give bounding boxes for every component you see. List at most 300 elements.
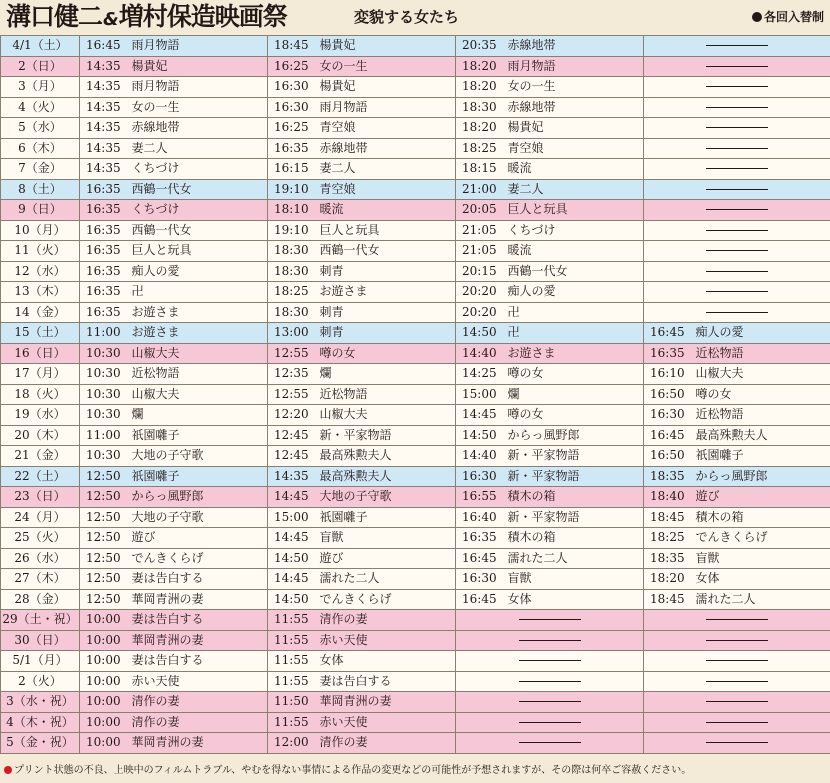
showtime-cell: 14:35 (80, 97, 130, 118)
film-title-cell: 爛 (318, 364, 456, 385)
film-title-cell: 大地の子守歌 (318, 487, 456, 508)
showtime-cell: 16:30 (644, 405, 694, 426)
table-row (1, 507, 830, 528)
no-screening-cell (456, 692, 644, 713)
dash-line (706, 148, 768, 149)
film-title-cell: 爛 (130, 405, 268, 426)
date-cell: 5（水） (1, 118, 80, 139)
showtime-cell: 14:50 (456, 425, 506, 446)
film-title-cell: でんきくらげ (318, 589, 456, 610)
film-title-cell: 祇園囃子 (130, 425, 268, 446)
film-title-cell: 大地の子守歌 (130, 446, 268, 467)
film-title-cell: くちづけ (506, 220, 644, 241)
film-title-cell: 赤線地帯 (318, 138, 456, 159)
showtime-cell: 14:45 (268, 528, 318, 549)
date-cell: 13（木） (1, 282, 80, 303)
showtime-cell: 14:35 (80, 77, 130, 98)
showtime-cell: 18:35 (644, 466, 694, 487)
showtime-cell: 12:45 (268, 446, 318, 467)
showtime-cell: 18:10 (268, 200, 318, 221)
film-title-cell: 新・平家物語 (506, 466, 644, 487)
showtime-cell: 14:45 (268, 487, 318, 508)
showtime-cell: 14:35 (80, 56, 130, 77)
showtime-cell: 10:00 (80, 712, 130, 733)
no-screening-cell (644, 241, 830, 262)
date-cell: 3（水・祝） (1, 692, 80, 713)
no-screening-cell (644, 138, 830, 159)
table-row (1, 466, 830, 487)
dash-line (519, 640, 581, 641)
date-cell: 14（金） (1, 302, 80, 323)
showtime-cell: 16:45 (456, 589, 506, 610)
title-ampersand: & (103, 9, 118, 30)
table-row (1, 97, 830, 118)
film-title-cell: 祇園囃子 (318, 507, 456, 528)
showtime-cell: 12:55 (268, 343, 318, 364)
dash-line (706, 640, 768, 641)
no-screening-cell (644, 77, 830, 98)
table-row (1, 651, 830, 672)
no-screening-cell (644, 179, 830, 200)
showtime-cell: 18:45 (644, 507, 694, 528)
film-title-cell: 新・平家物語 (506, 507, 644, 528)
dash-line (706, 209, 768, 210)
film-title-cell: からっ風野郎 (130, 487, 268, 508)
festival-subtitle: 変貌する女たち (354, 8, 460, 26)
film-title-cell: 巨人と玩具 (506, 200, 644, 221)
showtime-cell: 16:45 (80, 36, 130, 57)
film-title-cell: 痴人の愛 (694, 323, 830, 344)
showtime-cell: 20:35 (456, 36, 506, 57)
dash-line (706, 230, 768, 231)
showtime-cell: 10:30 (80, 405, 130, 426)
showtime-cell: 16:50 (644, 446, 694, 467)
film-title-cell: 楊貴妃 (130, 56, 268, 77)
festival-title (6, 0, 287, 37)
film-title-cell: 赤い天使 (130, 671, 268, 692)
film-title-cell: 妻二人 (130, 138, 268, 159)
dash-line (519, 742, 581, 743)
film-title-cell: 卍 (130, 282, 268, 303)
showtime-cell: 18:20 (644, 569, 694, 590)
dash-line (519, 701, 581, 702)
film-title-cell: 赤い天使 (318, 630, 456, 651)
film-title-cell: 盲獣 (506, 569, 644, 590)
showtime-cell: 16:35 (80, 220, 130, 241)
film-title-cell: 華岡青洲の妻 (130, 589, 268, 610)
film-title-cell: 雨月物語 (318, 97, 456, 118)
title-part1: 溝口健二 (6, 2, 103, 31)
dash-line (706, 291, 768, 292)
showtime-cell: 11:55 (268, 671, 318, 692)
no-screening-cell (644, 302, 830, 323)
table-row (1, 282, 830, 303)
film-title-cell: 積木の箱 (506, 528, 644, 549)
table-row (1, 446, 830, 467)
showtime-cell: 14:35 (268, 466, 318, 487)
date-cell: 26（水） (1, 548, 80, 569)
dash-line (519, 660, 581, 661)
dash-line (706, 189, 768, 190)
film-title-cell: 赤線地帯 (130, 118, 268, 139)
film-title-cell: 刺青 (318, 302, 456, 323)
showtime-cell: 16:35 (80, 179, 130, 200)
showtime-cell: 18:30 (268, 261, 318, 282)
film-title-cell: 楊貴妃 (506, 118, 644, 139)
showtime-cell: 19:10 (268, 220, 318, 241)
table-row (1, 159, 830, 180)
date-cell: 30（日） (1, 630, 80, 651)
showtime-cell: 11:00 (80, 323, 130, 344)
dash-line (706, 45, 768, 46)
film-title-cell: 暖流 (318, 200, 456, 221)
film-title-cell: 最高殊勲夫人 (694, 425, 830, 446)
showtime-cell: 12:50 (80, 487, 130, 508)
showtime-cell: 16:30 (268, 97, 318, 118)
film-title-cell: 女体 (318, 651, 456, 672)
showtime-cell: 12:45 (268, 425, 318, 446)
no-screening-cell (644, 630, 830, 651)
no-screening-cell (644, 671, 830, 692)
film-title-cell: 祇園囃子 (130, 466, 268, 487)
film-title-cell: 雨月物語 (130, 36, 268, 57)
no-screening-cell (644, 159, 830, 180)
film-title-cell: 山椒大夫 (694, 364, 830, 385)
date-cell: 3（月） (1, 77, 80, 98)
film-title-cell: 清作の妻 (318, 610, 456, 631)
showtime-cell: 18:45 (268, 36, 318, 57)
date-cell: 22（土） (1, 466, 80, 487)
film-title-cell: 噂の女 (506, 364, 644, 385)
no-screening-cell (644, 36, 830, 57)
dash-line (706, 660, 768, 661)
table-row (1, 323, 830, 344)
date-cell: 27（木） (1, 569, 80, 590)
film-title-cell: 新・平家物語 (318, 425, 456, 446)
schedule-table (0, 35, 830, 754)
date-cell: 17（月） (1, 364, 80, 385)
showtime-cell: 14:50 (268, 548, 318, 569)
showtime-cell: 10:30 (80, 384, 130, 405)
date-cell: 18（火） (1, 384, 80, 405)
film-title-cell: 妻は告白する (130, 610, 268, 631)
showtime-cell: 16:40 (456, 507, 506, 528)
date-cell: 28（金） (1, 589, 80, 610)
table-row (1, 630, 830, 651)
no-screening-cell (644, 733, 830, 754)
film-title-cell: 妻は告白する (318, 671, 456, 692)
film-title-cell: 最高殊勲夫人 (318, 466, 456, 487)
table-row (1, 569, 830, 590)
date-cell: 7（金） (1, 159, 80, 180)
table-row (1, 712, 830, 733)
dash-line (706, 701, 768, 702)
showtime-cell: 10:00 (80, 610, 130, 631)
table-row (1, 610, 830, 631)
showtime-cell: 11:55 (268, 610, 318, 631)
film-title-cell: 西鶴一代女 (506, 261, 644, 282)
dash-line (706, 619, 768, 620)
no-screening-cell (456, 651, 644, 672)
film-title-cell: 遊び (694, 487, 830, 508)
no-screening-cell (644, 651, 830, 672)
header (0, 0, 830, 34)
film-title-cell: お遊さま (130, 323, 268, 344)
showtime-cell: 16:35 (644, 343, 694, 364)
showtime-cell: 10:00 (80, 671, 130, 692)
film-title-cell: 痴人の愛 (506, 282, 644, 303)
film-title-cell: くちづけ (130, 159, 268, 180)
dash-line (706, 107, 768, 108)
film-title-cell: 噂の女 (694, 384, 830, 405)
film-title-cell: お遊さま (130, 302, 268, 323)
date-cell: 2（火） (1, 671, 80, 692)
film-title-cell: 華岡青洲の妻 (318, 692, 456, 713)
film-title-cell: 近松物語 (130, 364, 268, 385)
film-title-cell: 濡れた二人 (318, 569, 456, 590)
showtime-cell: 12:50 (80, 507, 130, 528)
film-title-cell: 赤い天使 (318, 712, 456, 733)
showtime-cell: 18:20 (456, 56, 506, 77)
showtime-cell: 14:45 (456, 405, 506, 426)
footer-note-text: プリント状態の不良、上映中のフィルムトラブル、やむを得ない事情による作品の変更などの可能性が予想されますが、その際は何卒ご容赦ください。 (14, 765, 692, 776)
date-cell: 8（土） (1, 179, 80, 200)
showtime-cell: 12:50 (80, 589, 130, 610)
showtime-cell: 16:10 (644, 364, 694, 385)
showtime-cell: 10:00 (80, 651, 130, 672)
showtime-cell: 16:15 (268, 159, 318, 180)
film-title-cell: 卍 (506, 302, 644, 323)
table-row (1, 138, 830, 159)
table-row (1, 384, 830, 405)
film-title-cell: 暖流 (506, 159, 644, 180)
film-title-cell: 妻は告白する (130, 651, 268, 672)
showtime-cell: 18:30 (268, 302, 318, 323)
showtime-cell: 12:50 (80, 528, 130, 549)
showtime-cell: 12:50 (80, 466, 130, 487)
showtime-cell: 18:30 (268, 241, 318, 262)
film-title-cell: 盲獣 (694, 548, 830, 569)
showtime-cell: 18:20 (456, 77, 506, 98)
showtime-cell: 10:30 (80, 446, 130, 467)
showtime-cell: 16:55 (456, 487, 506, 508)
table-row (1, 364, 830, 385)
date-cell: 20（木） (1, 425, 80, 446)
showtime-cell: 10:30 (80, 343, 130, 364)
film-title-cell: 西鶴一代女 (130, 179, 268, 200)
film-title-cell: 近松物語 (694, 405, 830, 426)
film-title-cell: 清作の妻 (130, 692, 268, 713)
showtime-cell: 18:40 (644, 487, 694, 508)
film-title-cell: 女の一生 (506, 77, 644, 98)
film-title-cell: 青空娘 (318, 118, 456, 139)
film-title-cell: 赤線地帯 (506, 97, 644, 118)
showtime-cell: 18:25 (268, 282, 318, 303)
bullet-icon (752, 12, 762, 22)
showtime-cell: 11:50 (268, 692, 318, 713)
date-cell: 2（日） (1, 56, 80, 77)
dash-line (706, 66, 768, 67)
showtime-cell: 16:45 (644, 425, 694, 446)
table-row (1, 179, 830, 200)
showtime-cell: 16:25 (268, 118, 318, 139)
film-title-cell: お遊さま (318, 282, 456, 303)
title-part2: 増村保造映画祭 (118, 2, 287, 31)
showtime-cell: 14:45 (268, 569, 318, 590)
showtime-cell: 21:00 (456, 179, 506, 200)
film-title-cell: 楊貴妃 (318, 36, 456, 57)
table-row (1, 733, 830, 754)
dash-line (706, 742, 768, 743)
dash-line (706, 250, 768, 251)
date-cell: 6（木） (1, 138, 80, 159)
no-screening-cell (644, 56, 830, 77)
no-screening-cell (644, 220, 830, 241)
film-title-cell: 濡れた二人 (694, 589, 830, 610)
film-title-cell: 爛 (506, 384, 644, 405)
film-title-cell: 華岡青洲の妻 (130, 733, 268, 754)
showtime-cell: 16:35 (80, 241, 130, 262)
film-title-cell: 西鶴一代女 (130, 220, 268, 241)
showtime-cell: 14:35 (80, 118, 130, 139)
film-title-cell: 山椒大夫 (318, 405, 456, 426)
table-row (1, 36, 830, 57)
admission-note (752, 10, 824, 24)
showtime-cell: 18:25 (644, 528, 694, 549)
showtime-cell: 15:00 (268, 507, 318, 528)
table-row (1, 528, 830, 549)
film-title-cell: 巨人と玩具 (130, 241, 268, 262)
showtime-cell: 12:50 (80, 548, 130, 569)
film-title-cell: でんきくらげ (130, 548, 268, 569)
showtime-cell: 18:20 (456, 118, 506, 139)
film-title-cell: 雨月物語 (130, 77, 268, 98)
table-row (1, 425, 830, 446)
film-title-cell: 刺青 (318, 323, 456, 344)
showtime-cell: 10:00 (80, 630, 130, 651)
date-cell: 4（木・祝） (1, 712, 80, 733)
film-title-cell: 青空娘 (318, 179, 456, 200)
showtime-cell: 10:00 (80, 733, 130, 754)
dash-line (519, 619, 581, 620)
film-title-cell: 華岡青洲の妻 (130, 630, 268, 651)
no-screening-cell (644, 712, 830, 733)
film-title-cell: 積木の箱 (694, 507, 830, 528)
film-title-cell: 新・平家物語 (506, 446, 644, 467)
table-row (1, 200, 830, 221)
table-row (1, 56, 830, 77)
showtime-cell: 16:35 (456, 528, 506, 549)
film-title-cell: 清作の妻 (318, 733, 456, 754)
showtime-cell: 14:35 (80, 159, 130, 180)
date-cell: 15（土） (1, 323, 80, 344)
film-title-cell: 雨月物語 (506, 56, 644, 77)
no-screening-cell (644, 118, 830, 139)
showtime-cell: 12:55 (268, 384, 318, 405)
table-row (1, 405, 830, 426)
film-title-cell: 妻二人 (506, 179, 644, 200)
admission-note-text: 各回入替制 (763, 10, 824, 24)
film-title-cell: 女体 (506, 589, 644, 610)
date-cell: 5（金・祝） (1, 733, 80, 754)
red-bullet-icon (4, 766, 12, 774)
film-title-cell: 巨人と玩具 (318, 220, 456, 241)
film-title-cell: 女の一生 (318, 56, 456, 77)
showtime-cell: 16:35 (80, 261, 130, 282)
showtime-cell: 18:35 (644, 548, 694, 569)
showtime-cell: 10:30 (80, 364, 130, 385)
showtime-cell: 19:10 (268, 179, 318, 200)
film-title-cell: 女体 (694, 569, 830, 590)
showtime-cell: 18:25 (456, 138, 506, 159)
showtime-cell: 18:30 (456, 97, 506, 118)
film-title-cell: 青空娘 (506, 138, 644, 159)
no-screening-cell (644, 610, 830, 631)
showtime-cell: 16:25 (268, 56, 318, 77)
film-title-cell: 祇園囃子 (694, 446, 830, 467)
film-title-cell: からっ風野郎 (694, 466, 830, 487)
table-row (1, 692, 830, 713)
date-cell: 11（火） (1, 241, 80, 262)
showtime-cell: 16:35 (80, 302, 130, 323)
film-title-cell: 山椒大夫 (130, 343, 268, 364)
showtime-cell: 10:00 (80, 692, 130, 713)
film-title-cell: からっ風野郎 (506, 425, 644, 446)
showtime-cell: 16:45 (456, 548, 506, 569)
showtime-cell: 14:25 (456, 364, 506, 385)
showtime-cell: 11:55 (268, 712, 318, 733)
date-cell: 29（土・祝） (1, 610, 80, 631)
film-title-cell: 濡れた二人 (506, 548, 644, 569)
showtime-cell: 14:50 (268, 589, 318, 610)
showtime-cell: 14:50 (456, 323, 506, 344)
table-row (1, 261, 830, 282)
film-title-cell: 噂の女 (318, 343, 456, 364)
film-title-cell: 西鶴一代女 (318, 241, 456, 262)
dash-line (706, 168, 768, 169)
showtime-cell: 16:35 (80, 200, 130, 221)
dash-line (706, 86, 768, 87)
date-cell: 4（火） (1, 97, 80, 118)
date-cell: 16（日） (1, 343, 80, 364)
table-row (1, 589, 830, 610)
showtime-cell: 20:20 (456, 282, 506, 303)
showtime-cell: 14:40 (456, 446, 506, 467)
showtime-cell: 14:35 (80, 138, 130, 159)
showtime-cell: 14:40 (456, 343, 506, 364)
film-title-cell: 楊貴妃 (318, 77, 456, 98)
showtime-cell: 12:50 (80, 569, 130, 590)
film-title-cell: 盲獣 (318, 528, 456, 549)
film-title-cell: 赤線地帯 (506, 36, 644, 57)
date-cell: 24（月） (1, 507, 80, 528)
showtime-cell: 16:35 (80, 282, 130, 303)
showtime-cell: 16:30 (456, 466, 506, 487)
date-cell: 12（水） (1, 261, 80, 282)
date-cell: 19（水） (1, 405, 80, 426)
showtime-cell: 12:35 (268, 364, 318, 385)
showtime-cell: 20:20 (456, 302, 506, 323)
table-row (1, 548, 830, 569)
no-screening-cell (644, 282, 830, 303)
showtime-cell: 11:00 (80, 425, 130, 446)
dash-line (706, 271, 768, 272)
showtime-cell: 18:45 (644, 589, 694, 610)
film-title-cell: 山椒大夫 (130, 384, 268, 405)
showtime-cell: 12:20 (268, 405, 318, 426)
film-title-cell: お遊さま (506, 343, 644, 364)
showtime-cell: 11:55 (268, 651, 318, 672)
